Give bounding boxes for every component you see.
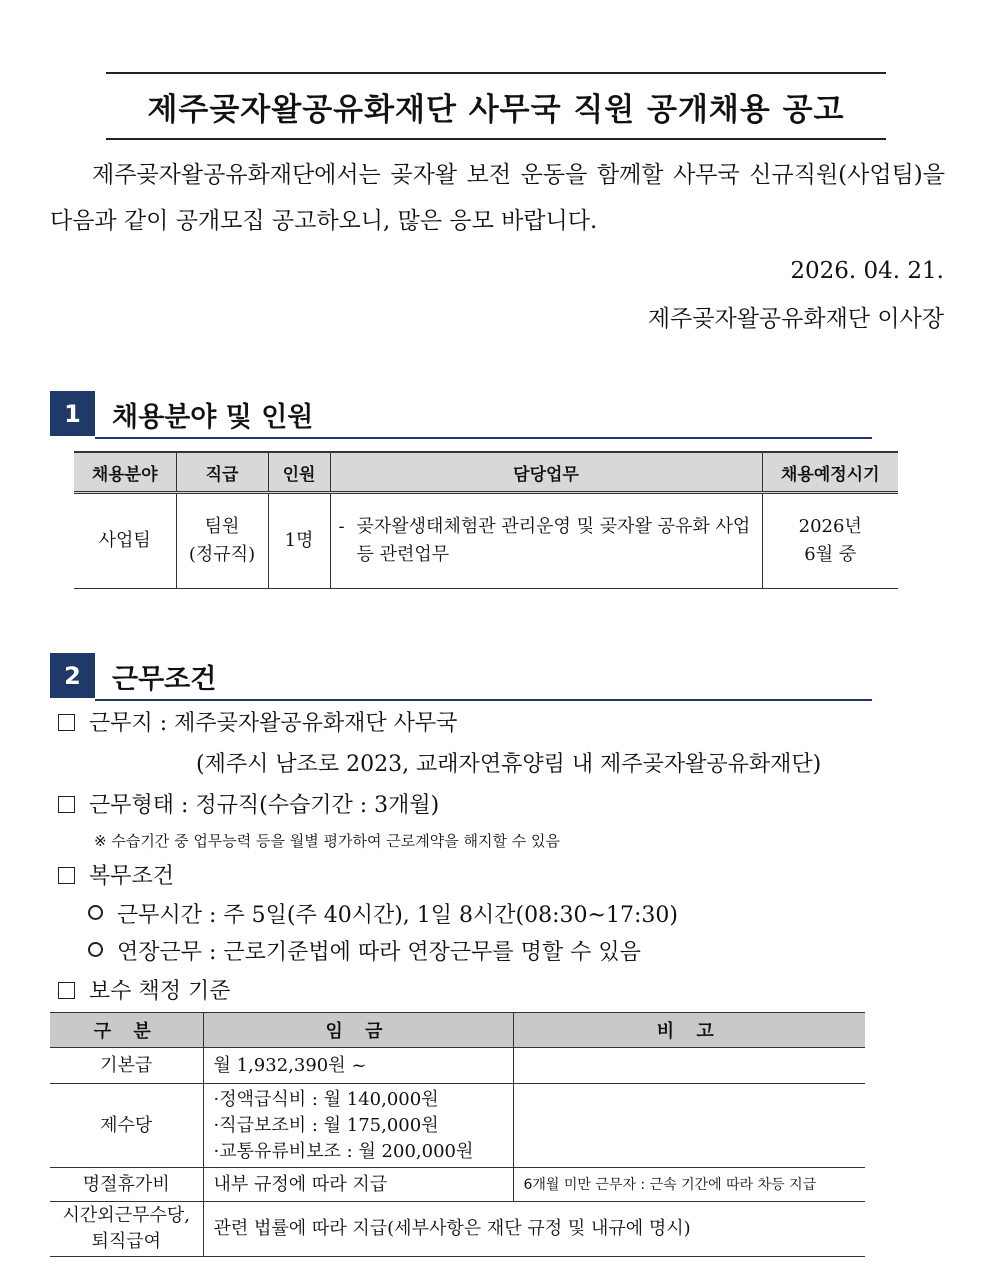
cell-wage — [203, 1084, 513, 1168]
announcement-title-box — [106, 72, 886, 140]
table-row — [50, 1084, 865, 1168]
checkbox-square-icon — [58, 982, 75, 999]
table-header-row — [50, 1013, 865, 1048]
worktype-note: ※ 수습기간 중 업무능력 등을 월별 평가하여 근로계약을 해지할 수 있음 — [94, 832, 560, 850]
header-field: 채용분야 — [74, 452, 176, 493]
cell-category: 명절휴가비 — [50, 1168, 203, 1202]
table-row — [50, 1202, 865, 1257]
header-timing: 채용예정시기 — [762, 452, 898, 493]
section-2-header — [50, 653, 872, 699]
service-text: 복무조건 — [89, 864, 175, 889]
workplace-item — [58, 706, 457, 737]
intro-paragraph: 제주곶자왈공유화재단에서는 곶자왈 보전 운동을 함께할 사무국 신규직원(사업팀)을 다음과 같이 공개모집 공고하오니, 많은 응모 바랍니다. — [50, 162, 945, 234]
signer: 제주곶자왈공유화재단 이사장 — [647, 306, 944, 332]
cell-rank — [176, 493, 268, 589]
service-overtime-text: 연장근무 : 근로기준법에 따라 연장근무를 명할 수 있음 — [117, 940, 641, 965]
header-note: 비 고 — [513, 1013, 865, 1048]
cell-wage: 관련 법률에 따라 지급(세부사항은 재단 규정 및 내규에 명시) — [203, 1202, 865, 1257]
worktype-item — [58, 788, 439, 819]
section-1-header — [50, 391, 872, 437]
cell-note — [513, 1084, 865, 1168]
announcement-title: 제주곶자왈공유화재단 사무국 직원 공개채용 공고 — [147, 91, 845, 128]
header-rank: 직급 — [176, 452, 268, 493]
section-1-title: 채용분야 및 인원 — [112, 402, 314, 433]
cell-category: 제수당 — [50, 1084, 203, 1168]
section-2-underline — [95, 699, 872, 701]
checkbox-square-icon — [58, 796, 75, 813]
pay-item — [58, 974, 231, 1005]
category-line-1: 시간외근무수당, — [62, 1205, 190, 1226]
service-hours-text: 근무시간 : 주 5일(주 40시간), 1일 8시간(08:30~17:30) — [117, 903, 678, 928]
rank-line-2: (정규직) — [188, 544, 256, 565]
workplace-address: (제주시 남조로 2023, 교래자연휴양림 내 제주곶자왈공유화재단) — [196, 752, 822, 777]
cell-wage: 월 1,932,390원 ~ — [203, 1048, 513, 1084]
section-1-number: 1 — [50, 391, 95, 436]
duty-text: 곶자왈생태체험관 관리운영 및 곶자왈 공유화 사업 등 관련업무 — [356, 516, 751, 565]
header-category: 구 분 — [50, 1013, 203, 1048]
table-row — [50, 1048, 865, 1084]
section-2-title: 근무조건 — [112, 664, 217, 695]
pay-table — [50, 1012, 865, 1257]
recruitment-table — [74, 451, 898, 589]
timing-line-1: 2026년 — [798, 516, 862, 537]
checkbox-square-icon — [58, 867, 75, 884]
cell-field: 사업팀 — [74, 493, 176, 589]
cell-wage: 내부 규정에 따라 지급 — [203, 1168, 513, 1202]
workplace-text: 근무지 : 제주곶자왈공유화재단 사무국 — [89, 711, 458, 736]
service-overtime-item — [88, 935, 641, 966]
announcement-date: 2026. 04. 21. — [790, 258, 944, 284]
cell-duty — [330, 493, 762, 589]
rank-line-1: 팀원 — [204, 516, 240, 537]
wage-line: ·직급보조비 : 월 175,000원 — [213, 1114, 439, 1136]
cell-count: 1명 — [268, 493, 330, 589]
pay-text: 보수 책정 기준 — [89, 979, 231, 1004]
header-count: 인원 — [268, 452, 330, 493]
service-item — [58, 859, 174, 890]
duty-dash: - — [338, 516, 345, 537]
cell-timing — [762, 493, 898, 589]
category-line-2: 퇴직급여 — [91, 1231, 162, 1252]
checkbox-square-icon — [58, 714, 75, 731]
table-row — [74, 493, 898, 589]
timing-line-2: 6월 중 — [804, 544, 857, 565]
table-row — [50, 1168, 865, 1202]
worktype-text: 근무형태 : 정규직(수습기간 : 3개월) — [89, 793, 440, 818]
table-header-row — [74, 452, 898, 493]
circle-bullet-icon — [88, 942, 103, 957]
cell-category — [50, 1202, 203, 1257]
wage-line: ·정액급식비 : 월 140,000원 — [213, 1088, 439, 1110]
cell-category: 기본급 — [50, 1048, 203, 1084]
header-duty: 담당업무 — [330, 452, 762, 493]
circle-bullet-icon — [88, 905, 103, 920]
cell-note: 6개월 미만 근무자 : 근속 기간에 따라 차등 지급 — [513, 1168, 865, 1202]
section-2-number: 2 — [50, 653, 95, 698]
wage-line: ·교통유류비보조 : 월 200,000원 — [213, 1140, 474, 1162]
service-hours-item — [88, 898, 678, 929]
header-wage: 임 금 — [203, 1013, 513, 1048]
section-1-underline — [95, 437, 872, 439]
cell-note — [513, 1048, 865, 1084]
